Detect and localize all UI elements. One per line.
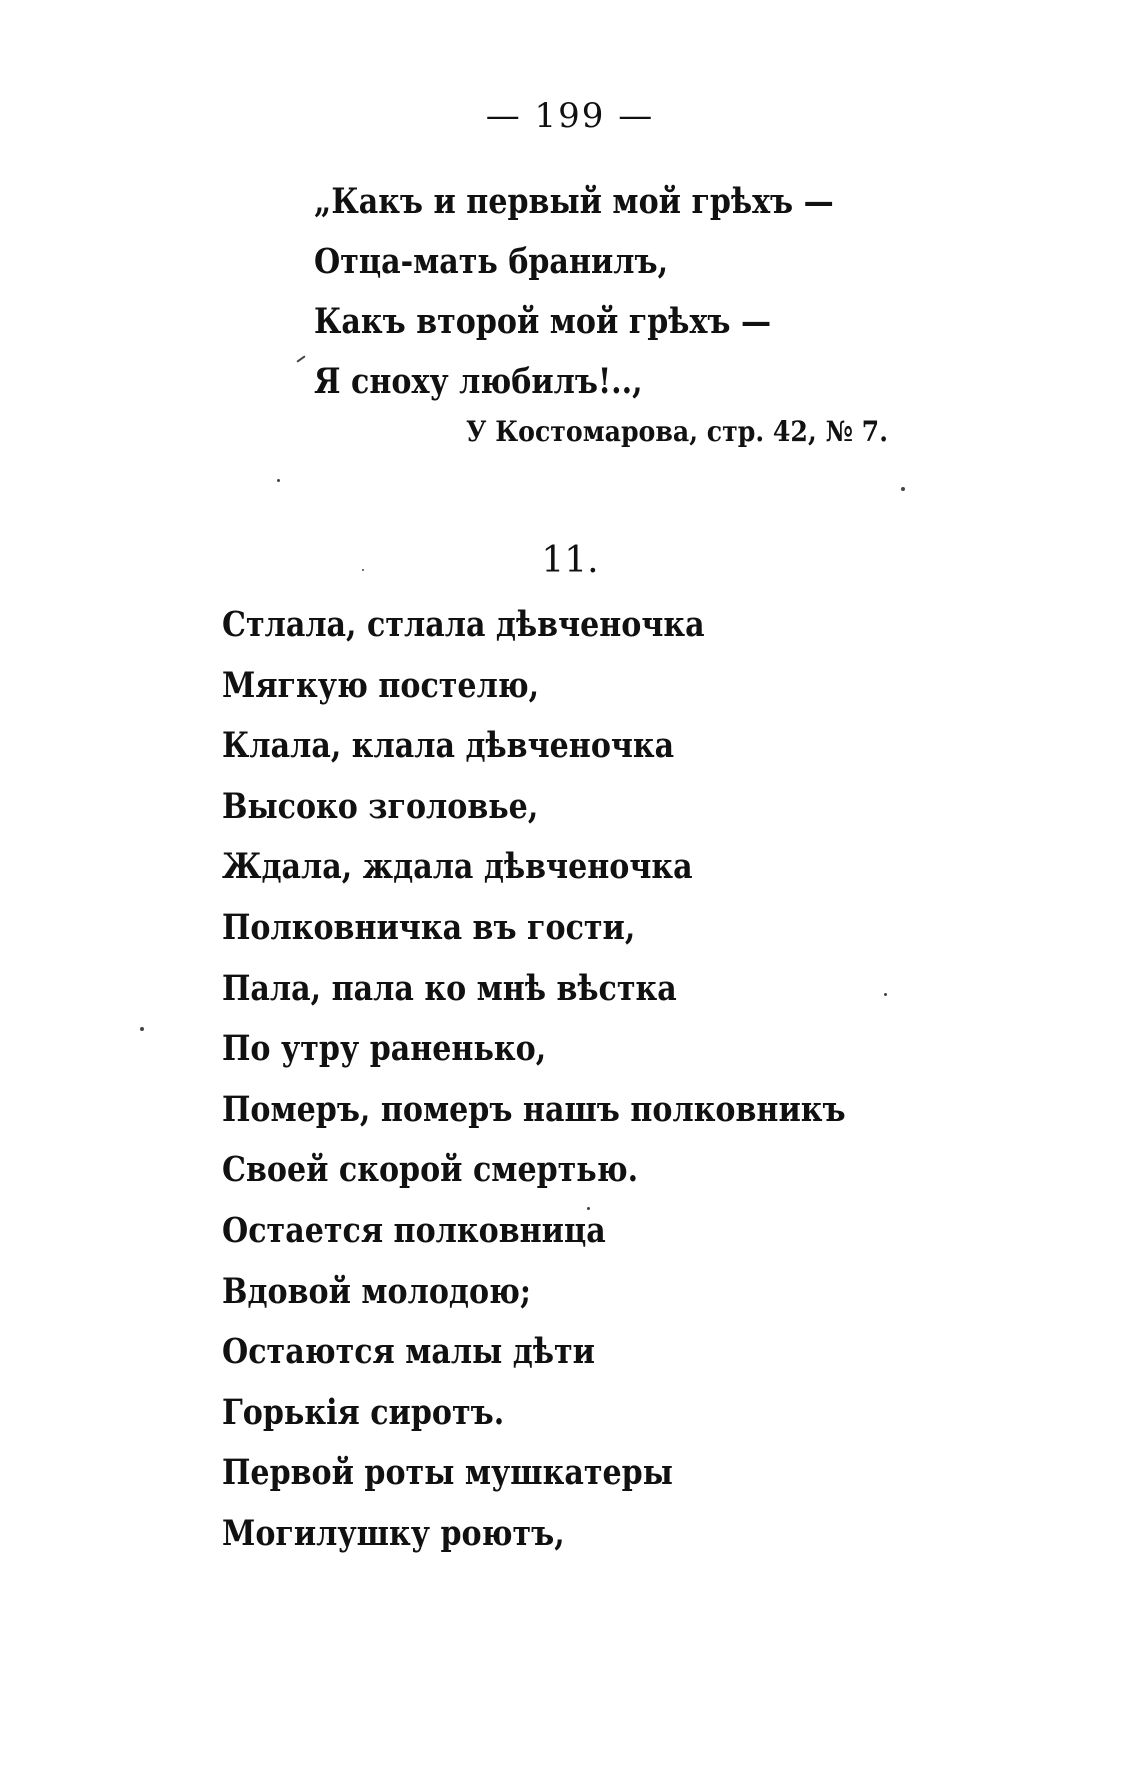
scan-speck [362, 569, 364, 571]
page-number: — 199 — [485, 96, 655, 136]
verse-line: Стлала, стлала дѣвченочка [222, 604, 705, 645]
verse-line: Мягкую постелю, [222, 664, 540, 706]
scan-speck [901, 487, 905, 491]
verse-line: Высоко зголовье, [222, 785, 539, 827]
verse-main [222, 595, 947, 1565]
verse-line: Могилушку роютъ, [222, 1512, 565, 1554]
verse-line: Ждала, ждала дѣвченочка [222, 846, 693, 888]
verse-line: Вдовой молодою; [222, 1270, 532, 1312]
verse-line: Какъ второй мой грѣхъ — [314, 301, 772, 342]
verse-line: По утру раненько, [222, 1028, 547, 1070]
scan-speck [296, 355, 305, 362]
verse-line: Клала, клала дѣвченочка [222, 725, 675, 767]
verse-line: Я сноху любилъ!.., [314, 361, 643, 402]
verse-line: Померъ, померъ нашъ полковникъ [222, 1088, 846, 1130]
verse-line: Горькія сиротъ. [222, 1391, 505, 1433]
verse-line: Своей скорой смертью. [222, 1149, 639, 1191]
source-attribution: У Костомарова, стр. 42, № 7. [466, 415, 888, 448]
verse-line: Полковничка въ гости, [222, 906, 636, 948]
scan-speck [587, 1207, 590, 1210]
scan-speck [140, 1027, 144, 1031]
scan-speck [277, 479, 280, 482]
verse-line: „Какъ и первый мой грѣхъ — [314, 181, 834, 222]
scan-speck [884, 993, 887, 996]
verse-line: Отца-мать бранилъ, [314, 241, 669, 282]
verse-line: Первой роты мушкатеры [222, 1452, 673, 1494]
verse-line: Остается полковница [222, 1209, 606, 1251]
section-number: 11. [541, 540, 599, 581]
verse-line: Пала, пала ко мнѣ вѣстка [222, 967, 677, 1009]
verse-top [314, 172, 918, 412]
verse-line: Остаются малы дѣти [222, 1331, 595, 1373]
